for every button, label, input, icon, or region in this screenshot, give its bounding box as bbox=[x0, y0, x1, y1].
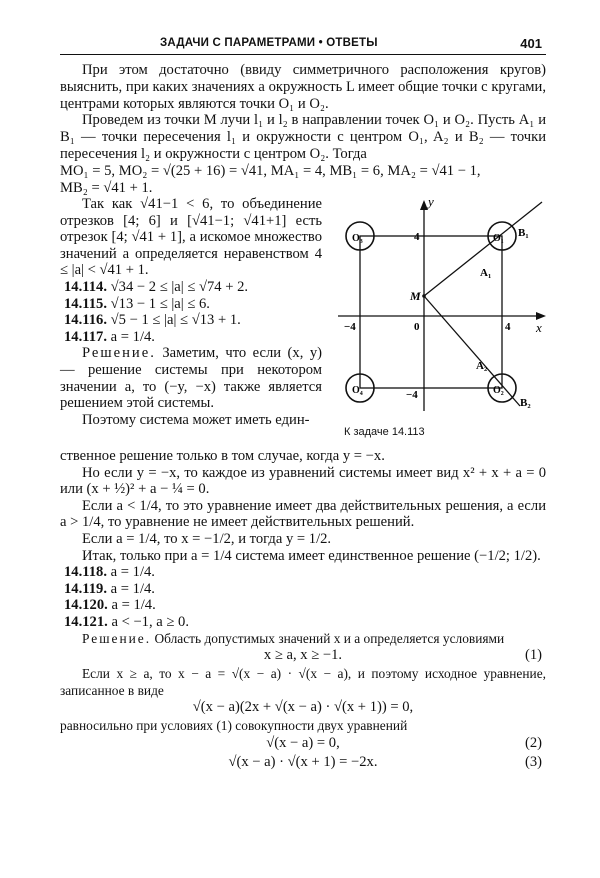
label-m: M bbox=[410, 289, 421, 303]
answer-item: 14.115. √13 − 1 ≤ |a| ≤ 6. bbox=[64, 295, 210, 312]
label-o1: O₁ bbox=[493, 233, 504, 244]
answer-item: 14.114. √34 − 2 ≤ |a| ≤ √74 + 2. bbox=[64, 278, 249, 295]
paragraph-intro: При этом достаточно (ввиду симметричного расположения кругов) выяснить, при каких значениях a окружность L имеет общие точки с кругами, центрами которых являются точки O₁ и O₂. bbox=[60, 62, 546, 112]
page-number: 401 bbox=[520, 36, 542, 51]
equation-main: √(x − a)(2x + √(x − a) · √(x + 1)) = 0, bbox=[192, 699, 414, 716]
y-axis-arrow bbox=[420, 200, 428, 210]
running-header bbox=[60, 34, 546, 55]
answer-item: 14.120. a = 1/4. bbox=[64, 597, 156, 614]
paragraph-distances-end: MB₂ = √41 + 1. bbox=[60, 179, 153, 196]
label-y: y bbox=[428, 196, 434, 209]
ray-l2 bbox=[424, 296, 520, 406]
label-b2: B₂ bbox=[520, 397, 531, 409]
paragraph-a-equal: Если a = 1/4, то x = −1/2, и тогда y = 1/2. bbox=[82, 530, 332, 547]
intro-text bbox=[60, 62, 546, 196]
figure-14-113 bbox=[330, 196, 550, 446]
label-x-neg4: −4 bbox=[344, 321, 356, 333]
header-title: ЗАДАЧИ С ПАРАМЕТРАМИ • ОТВЕТЫ bbox=[160, 37, 378, 49]
label-x-4: 4 bbox=[505, 321, 511, 333]
paragraph-y-eq-neg-x: Но если y = −x, то каждое из уравнений системы имеет вид x² + x + a = 0 или (x + ½)² + a − ¼ = 0. bbox=[60, 464, 546, 498]
point-m bbox=[422, 294, 426, 298]
paragraph-equivalent: равносильно при условиях (1) совокупности двух уравнений bbox=[60, 718, 408, 734]
equation-tag: (1) bbox=[524, 647, 542, 664]
equation-tag: (2) bbox=[524, 734, 542, 751]
paragraph-distances: MO₁ = 5, MO₂ = √(25 + 16) = √41, MA₁ = 4, MB₁ = 6, MA₂ = √41 − 1, bbox=[60, 162, 481, 179]
label-a2: A₂ bbox=[476, 360, 488, 372]
paragraph-union: Так как √41−1 < 6, то объединение отрезков [4; 6] и [√41−1; √41+1] есть отрезок [4; √41 + 1], а искомое множество значений a определяется неравенством 4 ≤ |a| < √41 + 1. bbox=[60, 196, 322, 279]
equation-1: x ≥ a, x ≥ −1. (1) bbox=[263, 647, 542, 664]
line-unique-solution: ственное решение только в том случае, когда y = −x. bbox=[60, 448, 385, 464]
label-origin: 0 bbox=[414, 321, 420, 333]
label-a1: A₁ bbox=[480, 267, 492, 279]
label-b1: B₁ bbox=[518, 227, 529, 239]
label-o2: O₂ bbox=[493, 385, 504, 396]
figure-caption: К задаче 14.113 bbox=[344, 426, 425, 438]
equation-2: √(x − a) = 0, (2) bbox=[266, 734, 542, 751]
equation-tag: (3) bbox=[524, 753, 542, 770]
label-x: x bbox=[536, 320, 542, 335]
answer-list-2 bbox=[60, 564, 546, 630]
label-y-4: 4 bbox=[414, 231, 420, 243]
paragraph-solution-2: Решение. Область допустимых значений x и a определяется условиями bbox=[82, 630, 505, 646]
answer-item: 14.116. √5 − 1 ≤ |a| ≤ √13 + 1. bbox=[64, 312, 241, 329]
ray-l1 bbox=[424, 202, 542, 296]
main-text-lower bbox=[60, 448, 546, 773]
paragraph-therefore: Поэтому система может иметь един- bbox=[82, 411, 310, 428]
coordinate-diagram bbox=[330, 196, 550, 424]
answer-item: 14.117. a = 1/4. bbox=[64, 328, 155, 345]
left-column bbox=[60, 196, 322, 428]
paragraph-rays: Проведем из точки M лучи l₁ и l₂ в направлении точек O₁ и O₂. Пусть A₁ и B₁ — точки пересечения l₁ и окружности с центром O₁, A₂ и B₂ — точки пересечения l₂ и окружности с центром O₂. Тогда bbox=[60, 112, 546, 162]
paragraph-if-x-ge-a: Если x ≥ a, то x − a = √(x − a) · √(x − a), и поэтому исходное уравнение, записанное в виде bbox=[60, 666, 546, 698]
label-y-neg4: −4 bbox=[406, 389, 418, 401]
answer-item: 14.121. a < −1, a ≥ 0. bbox=[64, 613, 189, 630]
paragraph-solution: Решение. Заметим, что если (x, y) — решение системы при некотором значении a, то (−y, −x) также является решением этой системы. bbox=[60, 345, 322, 412]
answer-item: 14.118. a = 1/4. bbox=[64, 564, 155, 581]
equation-3: √(x − a) · √(x + 1) = −2x. (3) bbox=[228, 753, 542, 770]
answer-list-1 bbox=[60, 279, 322, 345]
label-o4: O₄ bbox=[352, 385, 363, 396]
label-o3: O₃ bbox=[352, 233, 363, 244]
paragraph-a-less: Если a < 1/4, то это уравнение имеет два действительных решения, а если a > 1/4, то уравнение не имеет действительных решений. bbox=[60, 497, 546, 531]
paragraph-conclusion: Итак, только при a = 1/4 система имеет единственное решение (−1/2; 1/2). bbox=[82, 547, 541, 564]
answer-item: 14.119. a = 1/4. bbox=[64, 580, 155, 597]
x-axis-arrow bbox=[536, 312, 546, 320]
